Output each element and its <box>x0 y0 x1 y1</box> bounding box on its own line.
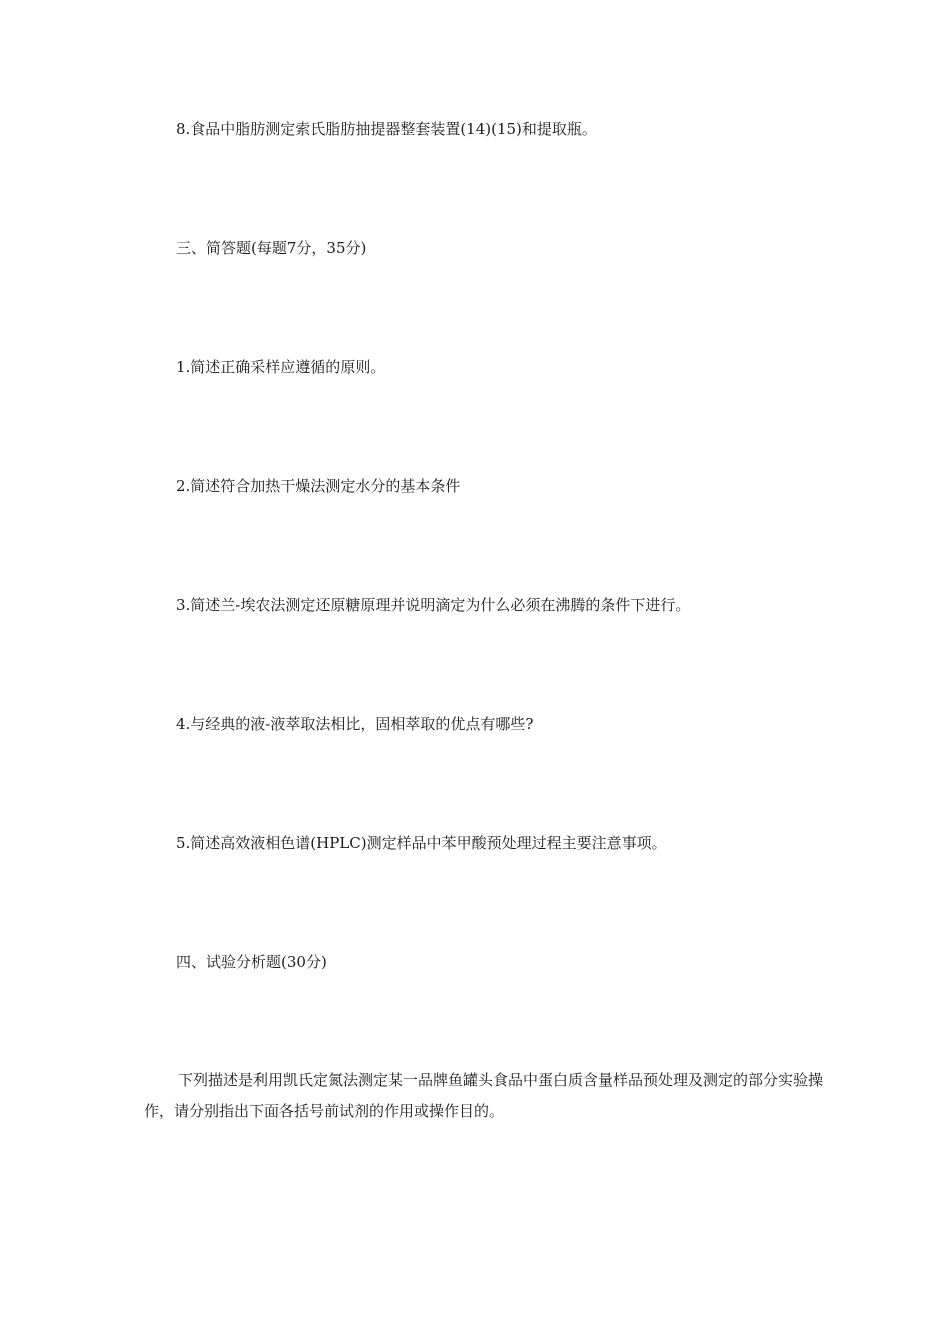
question-1: 1.简述正确采样应遵循的原则。 <box>176 358 386 376</box>
fill-in-item-8: 8.食品中脂肪测定索氏脂肪抽提器整套装置(14)(15)和提取瓶。 <box>176 120 597 138</box>
section-3-heading: 三、简答题(每题7分，35分) <box>176 239 367 257</box>
question-4: 4.与经典的液-液萃取法相比，固相萃取的优点有哪些? <box>176 715 534 733</box>
question-2: 2.简述符合加热干燥法测定水分的基本条件 <box>176 477 461 495</box>
section-4-heading: 四、试验分析题(30分) <box>176 953 327 971</box>
section-4-intro: 下列描述是利用凯氏定氮法测定某一品牌鱼罐头食品中蛋白质含量样品预处理及测定的部分实验操作，请分别指出下面各括号前试剂的作用或操作目的。 <box>144 1071 824 1120</box>
question-3: 3.简述兰-埃农法测定还原糖原理并说明滴定为什么必须在沸腾的条件下进行。 <box>176 596 691 614</box>
question-5: 5.简述高效液相色谱(HPLC)测定样品中苯甲酸预处理过程主要注意事项。 <box>176 834 667 852</box>
